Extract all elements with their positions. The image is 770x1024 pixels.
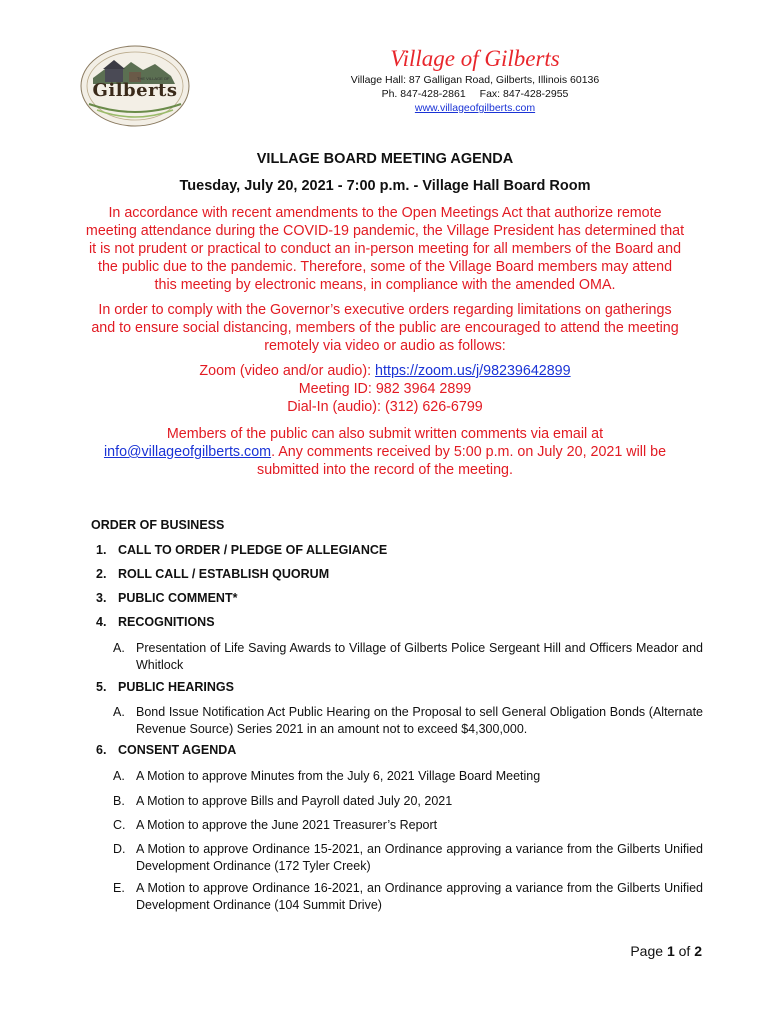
item-number: 5. (96, 680, 107, 694)
notice-line: this meeting by electronic means, in compliance with the amended OMA. (154, 277, 616, 293)
sub-item-letter: A. (113, 641, 125, 655)
item-number: 2. (96, 567, 107, 581)
website-line (290, 102, 660, 114)
agenda-item (96, 680, 234, 694)
agenda-item (96, 743, 236, 757)
zoom-label: Zoom (video and/or audio): (199, 363, 376, 379)
item-label: PUBLIC COMMENT* (118, 591, 238, 605)
item-label: ROLL CALL / ESTABLISH QUORUM (118, 567, 330, 581)
agenda-title: VILLAGE BOARD MEETING AGENDA (256, 151, 514, 167)
logo-wordmark: Gilberts (92, 80, 178, 101)
fax-number: Fax: 847-428-2955 (479, 88, 569, 100)
notice-text: . Any comments received by 5:00 p.m. on July 20, 2021 will be (271, 444, 667, 460)
page-number (630, 943, 702, 959)
notice-line (60, 443, 710, 461)
contact-line (290, 88, 660, 100)
notice-line: meeting attendance during the COVID-19 pandemic, the Village President has determined that (85, 223, 685, 239)
website-link[interactable]: www.villageofgilberts.com (414, 102, 536, 114)
dial-in-number: Dial-In (audio): (312) 626-6799 (287, 399, 483, 415)
notice-line: Members of the public can also submit written comments via email at (166, 426, 604, 442)
agenda-item (96, 591, 237, 605)
sub-item-letter: B. (113, 794, 125, 808)
zoom-link[interactable]: https://zoom.us/j/98239642899 (375, 363, 571, 379)
sub-item-text: A Motion to approve Ordinance 15-2021, an Ordinance approving a variance from the Gilberts Unified Development Ordinance (172 Tyler Creek) (136, 842, 703, 873)
current-page: 1 (666, 943, 675, 959)
sub-item-letter: E. (113, 881, 125, 895)
item-label: RECOGNITIONS (118, 615, 215, 629)
sub-item-text: A Motion to approve the June 2021 Treasurer’s Report (136, 818, 438, 832)
sub-item-text: A Motion to approve Ordinance 16-2021, an Ordinance approving a variance from the Gilberts Unified Development Ordinance (104 Summit Drive) (136, 881, 703, 912)
sub-item (113, 768, 703, 785)
village-logo (79, 44, 191, 128)
village-title: Village of Gilberts (390, 46, 560, 71)
page-word: Page (630, 943, 667, 959)
sub-item-text: Presentation of Life Saving Awards to Village of Gilberts Police Sergeant Hill and Officers Meador and Whitlock (136, 641, 703, 672)
total-pages: 2 (694, 943, 702, 959)
sub-item (113, 817, 703, 834)
sub-item (113, 880, 703, 914)
agenda-item (96, 543, 387, 557)
meeting-date-line: Tuesday, July 20, 2021 - 7:00 p.m. - Village Hall Board Room (179, 178, 591, 194)
phone-number: Ph. 847-428-2861 (381, 88, 466, 100)
item-number: 4. (96, 615, 107, 629)
sub-item-text: Bond Issue Notification Act Public Hearing on the Proposal to sell General Obligation Bonds (Alternate Revenue Source) Series 2021 in an amount not to exceed $4,300,000. (136, 705, 703, 736)
logo-caption: THE VILLAGE OF (137, 76, 170, 81)
agenda-item (96, 615, 215, 629)
notice-line: and to ensure social distancing, members of the public are encouraged to attend the meeting (91, 320, 679, 336)
notice-line: the public due to the pandemic. Therefore, some of the Village Board members may attend (97, 259, 673, 275)
written-comments-notice (60, 425, 710, 479)
sub-item-letter: A. (113, 705, 125, 719)
sub-item-letter: A. (113, 769, 125, 783)
agenda-item (96, 567, 329, 581)
social-distancing-notice (60, 301, 710, 355)
zoom-line (60, 362, 710, 380)
notice-line: In order to comply with the Governor’s executive orders regarding limitations on gatherings (98, 302, 672, 318)
notice-line: remotely via video or audio as follows: (264, 338, 506, 354)
sub-item (113, 841, 703, 875)
sub-item-letter: C. (113, 818, 126, 832)
item-number: 3. (96, 591, 107, 605)
notice-line: In accordance with recent amendments to the Open Meetings Act that authorize remote (108, 205, 662, 221)
notice-line: it is not prudent or practical to conduct an in-person meeting for all members of the Board and (88, 241, 682, 257)
item-label: CONSENT AGENDA (118, 743, 237, 757)
sub-item (113, 640, 703, 674)
address-line: Village Hall: 87 Galligan Road, Gilberts, Illinois 60136 (350, 74, 600, 86)
order-of-business-heading: ORDER OF BUSINESS (91, 518, 225, 532)
of-word: of (674, 943, 695, 959)
email-link[interactable]: info@villageofgilberts.com (103, 444, 272, 460)
sub-item (113, 793, 703, 810)
meeting-id: Meeting ID: 982 3964 2899 (298, 381, 472, 397)
notice-line: submitted into the record of the meeting. (257, 462, 513, 478)
sub-item-text: A Motion to approve Minutes from the July 6, 2021 Village Board Meeting (136, 769, 541, 783)
item-number: 1. (96, 543, 107, 557)
sub-item (113, 704, 703, 738)
item-number: 6. (96, 743, 107, 757)
sub-item-text: A Motion to approve Bills and Payroll dated July 20, 2021 (136, 794, 453, 808)
item-label: CALL TO ORDER / PLEDGE OF ALLEGIANCE (118, 543, 388, 557)
sub-item-letter: D. (113, 842, 126, 856)
zoom-details (60, 362, 710, 416)
item-label: PUBLIC HEARINGS (118, 680, 234, 694)
remote-meeting-notice (60, 204, 710, 294)
